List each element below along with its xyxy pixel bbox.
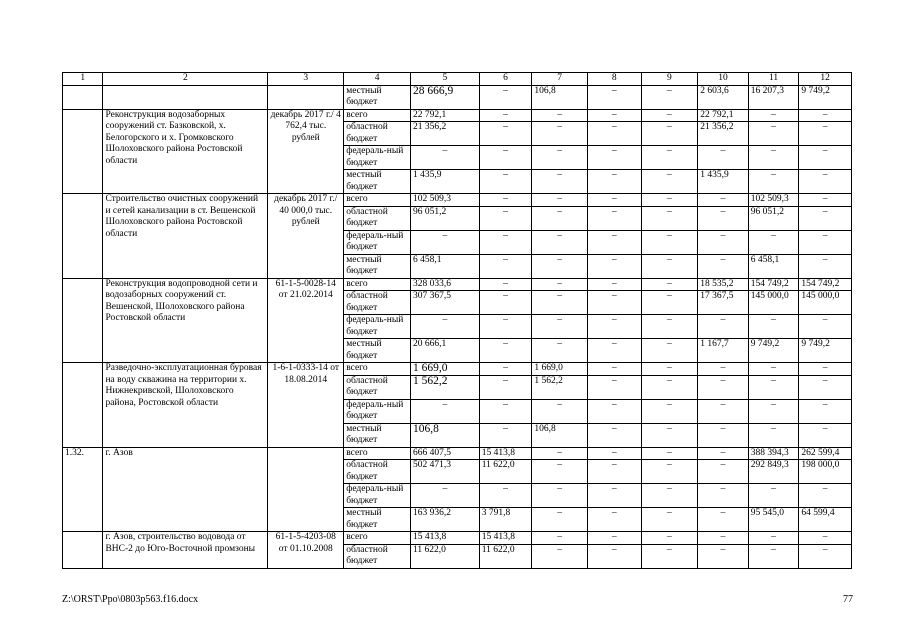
value-cell: 502 471,3 [410, 460, 479, 484]
value-cell: – [532, 460, 588, 484]
value-cell: 11 622,0 [479, 460, 532, 484]
value-cell: – [698, 146, 749, 170]
value-cell: – [532, 254, 588, 278]
value-cell: 145 000,0 [799, 291, 852, 315]
row-number [63, 85, 103, 109]
object-name: Реконструкция водозаборных сооружений ст. Базковской, х. Белогорского и х. Громковского Шолоховского района Ростовской области [103, 109, 268, 194]
value-cell: 106,8 [532, 423, 588, 447]
value-cell: 3 791,8 [479, 508, 532, 532]
table-row [63, 447, 852, 460]
value-cell: – [799, 170, 852, 194]
value-cell: – [479, 399, 532, 423]
value-cell: 9 749,2 [748, 339, 799, 363]
value-cell: – [587, 399, 641, 423]
value-cell: – [799, 146, 852, 170]
value-cell: – [698, 315, 749, 339]
value-cell: – [698, 447, 749, 460]
funding-source: местный бюджет [344, 423, 411, 447]
value-cell: – [799, 206, 852, 230]
value-cell: 262 599,4 [799, 447, 852, 460]
project-doc: 61-1-5-0028-14 от 21.02.2014 [268, 278, 344, 363]
value-cell: – [479, 230, 532, 254]
project-doc [268, 85, 344, 109]
value-cell: – [410, 146, 479, 170]
value-cell: – [587, 85, 641, 109]
value-cell: – [748, 532, 799, 545]
value-cell: 163 936,2 [410, 508, 479, 532]
value-cell: 9 749,2 [799, 85, 852, 109]
value-cell: – [799, 194, 852, 207]
value-cell: – [479, 363, 532, 376]
value-cell: – [410, 230, 479, 254]
value-cell: – [587, 447, 641, 460]
value-cell: – [748, 230, 799, 254]
value-cell: – [641, 254, 698, 278]
value-cell: – [641, 375, 698, 399]
table-row [63, 278, 852, 291]
value-cell: – [532, 532, 588, 545]
value-cell: 28 666,9 [410, 85, 479, 109]
value-cell: – [698, 532, 749, 545]
value-cell: – [748, 170, 799, 194]
value-cell: – [410, 315, 479, 339]
funding-source: всего [344, 447, 411, 460]
value-cell: – [587, 508, 641, 532]
value-cell: – [587, 532, 641, 545]
header-row [63, 73, 852, 86]
value-cell: – [479, 291, 532, 315]
value-cell: – [532, 170, 588, 194]
header-cell: 11 [748, 73, 799, 86]
value-cell: – [532, 109, 588, 122]
value-cell: – [587, 122, 641, 146]
value-cell: 64 599,4 [799, 508, 852, 532]
object-name [103, 85, 268, 109]
value-cell: – [532, 508, 588, 532]
value-cell: – [532, 544, 588, 568]
header-cell: 3 [268, 73, 344, 86]
value-cell: – [698, 375, 749, 399]
value-cell: 9 749,2 [799, 339, 852, 363]
value-cell: – [698, 423, 749, 447]
value-cell: – [587, 460, 641, 484]
value-cell: – [799, 315, 852, 339]
project-doc: декабрь 2017 г./ 4 762,4 тыс. рублей [268, 109, 344, 194]
value-cell: 666 407,5 [410, 447, 479, 460]
project-doc [268, 447, 344, 532]
value-cell: 1 435,9 [698, 170, 749, 194]
table-row [63, 532, 852, 545]
value-cell: 21 356,2 [410, 122, 479, 146]
value-cell: – [799, 544, 852, 568]
value-cell: – [479, 170, 532, 194]
value-cell: 388 394,3 [748, 447, 799, 460]
funding-source: областной бюджет [344, 544, 411, 568]
value-cell: 20 666,1 [410, 339, 479, 363]
value-cell: – [641, 508, 698, 532]
value-cell: – [587, 278, 641, 291]
value-cell: – [479, 423, 532, 447]
value-cell: – [748, 375, 799, 399]
value-cell: 145 000,0 [748, 291, 799, 315]
value-cell: 15 413,8 [479, 447, 532, 460]
value-cell: – [587, 315, 641, 339]
header-cell: 6 [479, 73, 532, 86]
value-cell: – [698, 399, 749, 423]
value-cell: – [799, 254, 852, 278]
funding-source: местный бюджет [344, 85, 411, 109]
value-cell: – [479, 194, 532, 207]
header-cell: 8 [587, 73, 641, 86]
value-cell: 198 000,0 [799, 460, 852, 484]
value-cell: 102 509,3 [410, 194, 479, 207]
value-cell: – [587, 544, 641, 568]
value-cell: – [641, 532, 698, 545]
header-cell: 1 [63, 73, 103, 86]
value-cell: 11 622,0 [479, 544, 532, 568]
value-cell: – [641, 291, 698, 315]
funding-source: областной бюджет [344, 291, 411, 315]
value-cell: – [479, 339, 532, 363]
value-cell: 1 562,2 [532, 375, 588, 399]
funding-source: всего [344, 194, 411, 207]
value-cell: – [641, 194, 698, 207]
funding-source: федераль-ный бюджет [344, 315, 411, 339]
value-cell: – [698, 254, 749, 278]
value-cell: – [799, 423, 852, 447]
value-cell: – [698, 460, 749, 484]
row-number [63, 363, 103, 448]
value-cell: – [698, 230, 749, 254]
value-cell: – [532, 339, 588, 363]
value-cell: – [479, 484, 532, 508]
funding-source: всего [344, 363, 411, 376]
value-cell: – [479, 85, 532, 109]
value-cell: 96 051,2 [410, 206, 479, 230]
value-cell: – [479, 109, 532, 122]
value-cell: – [532, 278, 588, 291]
value-cell: – [748, 399, 799, 423]
object-name: Реконструкция водопроводной сети и водозаборных сооружений ст. Вешенской, Шолоховского района Ростовской области [103, 278, 268, 363]
value-cell: – [799, 230, 852, 254]
value-cell: – [698, 194, 749, 207]
value-cell: – [410, 399, 479, 423]
row-number: 1.32. [63, 447, 103, 532]
budget-table [62, 72, 852, 569]
object-name: Разведочно-эксплуатационная буровая на воду скважина на территории х. Нижнекривской, Шолоховского района, Ростовской области [103, 363, 268, 448]
value-cell: – [587, 484, 641, 508]
value-cell: – [799, 375, 852, 399]
value-cell: – [532, 194, 588, 207]
value-cell: 328 033,6 [410, 278, 479, 291]
value-cell: 22 792,1 [698, 109, 749, 122]
value-cell: – [799, 399, 852, 423]
value-cell: 21 356,2 [698, 122, 749, 146]
value-cell: – [479, 278, 532, 291]
value-cell: – [799, 484, 852, 508]
value-cell: – [532, 291, 588, 315]
value-cell: – [479, 375, 532, 399]
value-cell: – [698, 544, 749, 568]
row-number [63, 194, 103, 279]
value-cell: – [479, 254, 532, 278]
value-cell: – [587, 109, 641, 122]
value-cell: – [641, 423, 698, 447]
value-cell: 15 413,8 [410, 532, 479, 545]
table-row [63, 194, 852, 207]
value-cell: 1 669,0 [410, 363, 479, 376]
value-cell: – [641, 85, 698, 109]
value-cell: – [641, 363, 698, 376]
funding-source: областной бюджет [344, 460, 411, 484]
value-cell: – [587, 170, 641, 194]
value-cell: 96 051,2 [748, 206, 799, 230]
funding-source: местный бюджет [344, 254, 411, 278]
header-cell: 4 [344, 73, 411, 86]
value-cell: – [587, 423, 641, 447]
value-cell: – [587, 363, 641, 376]
value-cell: 16 207,3 [748, 85, 799, 109]
value-cell: – [479, 146, 532, 170]
value-cell: – [641, 122, 698, 146]
row-number [63, 278, 103, 363]
value-cell: – [532, 230, 588, 254]
object-name: г. Азов [103, 447, 268, 532]
header-cell: 10 [698, 73, 749, 86]
value-cell: – [532, 399, 588, 423]
value-cell: 17 367,5 [698, 291, 749, 315]
value-cell: – [641, 109, 698, 122]
funding-source: федераль-ный бюджет [344, 230, 411, 254]
value-cell: 292 849,3 [748, 460, 799, 484]
value-cell: – [479, 206, 532, 230]
value-cell: – [799, 532, 852, 545]
value-cell: – [641, 544, 698, 568]
value-cell: – [410, 484, 479, 508]
value-cell: – [532, 484, 588, 508]
value-cell: – [479, 122, 532, 146]
value-cell: – [641, 315, 698, 339]
value-cell: – [748, 146, 799, 170]
value-cell: – [587, 146, 641, 170]
header-cell: 2 [103, 73, 268, 86]
value-cell: – [641, 447, 698, 460]
value-cell: – [532, 206, 588, 230]
value-cell: – [799, 122, 852, 146]
funding-source: федераль-ный бюджет [344, 484, 411, 508]
value-cell: 1 669,0 [532, 363, 588, 376]
funding-source: всего [344, 532, 411, 545]
value-cell: 154 749,2 [748, 278, 799, 291]
value-cell: 6 458,1 [748, 254, 799, 278]
value-cell: – [587, 254, 641, 278]
header-cell: 12 [799, 73, 852, 86]
value-cell: 1 562,2 [410, 375, 479, 399]
value-cell: 106,8 [532, 85, 588, 109]
value-cell: – [532, 146, 588, 170]
header-cell: 9 [641, 73, 698, 86]
value-cell: 11 622,0 [410, 544, 479, 568]
value-cell: – [641, 484, 698, 508]
value-cell: 22 792,1 [410, 109, 479, 122]
funding-source: областной бюджет [344, 206, 411, 230]
value-cell: – [748, 315, 799, 339]
file-path: Z:\ORST\Ppo\0803p563.f16.docx [62, 594, 199, 605]
object-name: г. Азов, строительство водовода от ВНС-2 до Юго-Восточной промзоны [103, 532, 268, 569]
value-cell: – [748, 484, 799, 508]
value-cell: – [748, 544, 799, 568]
funding-source: всего [344, 109, 411, 122]
table-row [63, 363, 852, 376]
value-cell: 154 749,2 [799, 278, 852, 291]
header-cell: 7 [532, 73, 588, 86]
value-cell: 6 458,1 [410, 254, 479, 278]
value-cell: – [587, 206, 641, 230]
value-cell: – [587, 230, 641, 254]
funding-source: федераль-ный бюджет [344, 146, 411, 170]
value-cell: – [698, 508, 749, 532]
funding-source: местный бюджет [344, 170, 411, 194]
value-cell: 307 367,5 [410, 291, 479, 315]
value-cell: – [698, 363, 749, 376]
value-cell: – [641, 278, 698, 291]
value-cell: – [641, 399, 698, 423]
value-cell: – [641, 170, 698, 194]
value-cell: – [587, 339, 641, 363]
value-cell: – [698, 206, 749, 230]
table-row [63, 109, 852, 122]
project-doc: декабрь 2017 г./ 40 000,0 тыс. рублей [268, 194, 344, 279]
value-cell: – [641, 146, 698, 170]
value-cell: 102 509,3 [748, 194, 799, 207]
value-cell: – [641, 230, 698, 254]
table-row [63, 85, 852, 109]
value-cell: – [587, 375, 641, 399]
funding-source: областной бюджет [344, 122, 411, 146]
value-cell: – [532, 315, 588, 339]
value-cell: – [587, 291, 641, 315]
value-cell: 95 545,0 [748, 508, 799, 532]
value-cell: – [748, 423, 799, 447]
funding-source: федераль-ный бюджет [344, 399, 411, 423]
value-cell: 15 413,8 [479, 532, 532, 545]
object-name: Строительство очистных сооружений и сетей канализации в ст. Вешенской Шолоховского района Ростовской области [103, 194, 268, 279]
value-cell: 1 435,9 [410, 170, 479, 194]
row-number [63, 532, 103, 569]
value-cell: – [799, 109, 852, 122]
value-cell: 1 167,7 [698, 339, 749, 363]
value-cell: 18 535,2 [698, 278, 749, 291]
value-cell: – [799, 363, 852, 376]
value-cell: – [698, 484, 749, 508]
value-cell: – [748, 363, 799, 376]
value-cell: – [587, 194, 641, 207]
value-cell: – [641, 206, 698, 230]
value-cell: – [748, 109, 799, 122]
funding-source: областной бюджет [344, 375, 411, 399]
project-doc: 61-1-5-4203-08 от 01.10.2008 [268, 532, 344, 569]
value-cell: – [641, 460, 698, 484]
value-cell: – [748, 122, 799, 146]
value-cell: 106,8 [410, 423, 479, 447]
row-number [63, 109, 103, 194]
value-cell: – [532, 122, 588, 146]
value-cell: – [532, 447, 588, 460]
value-cell: – [641, 339, 698, 363]
value-cell: – [479, 315, 532, 339]
project-doc: 1-6-1-0333-14 от 18.08.2014 [268, 363, 344, 448]
funding-source: местный бюджет [344, 508, 411, 532]
page-number: 77 [843, 594, 853, 605]
funding-source: местный бюджет [344, 339, 411, 363]
header-cell: 5 [410, 73, 479, 86]
funding-source: всего [344, 278, 411, 291]
value-cell: 2 603,6 [698, 85, 749, 109]
